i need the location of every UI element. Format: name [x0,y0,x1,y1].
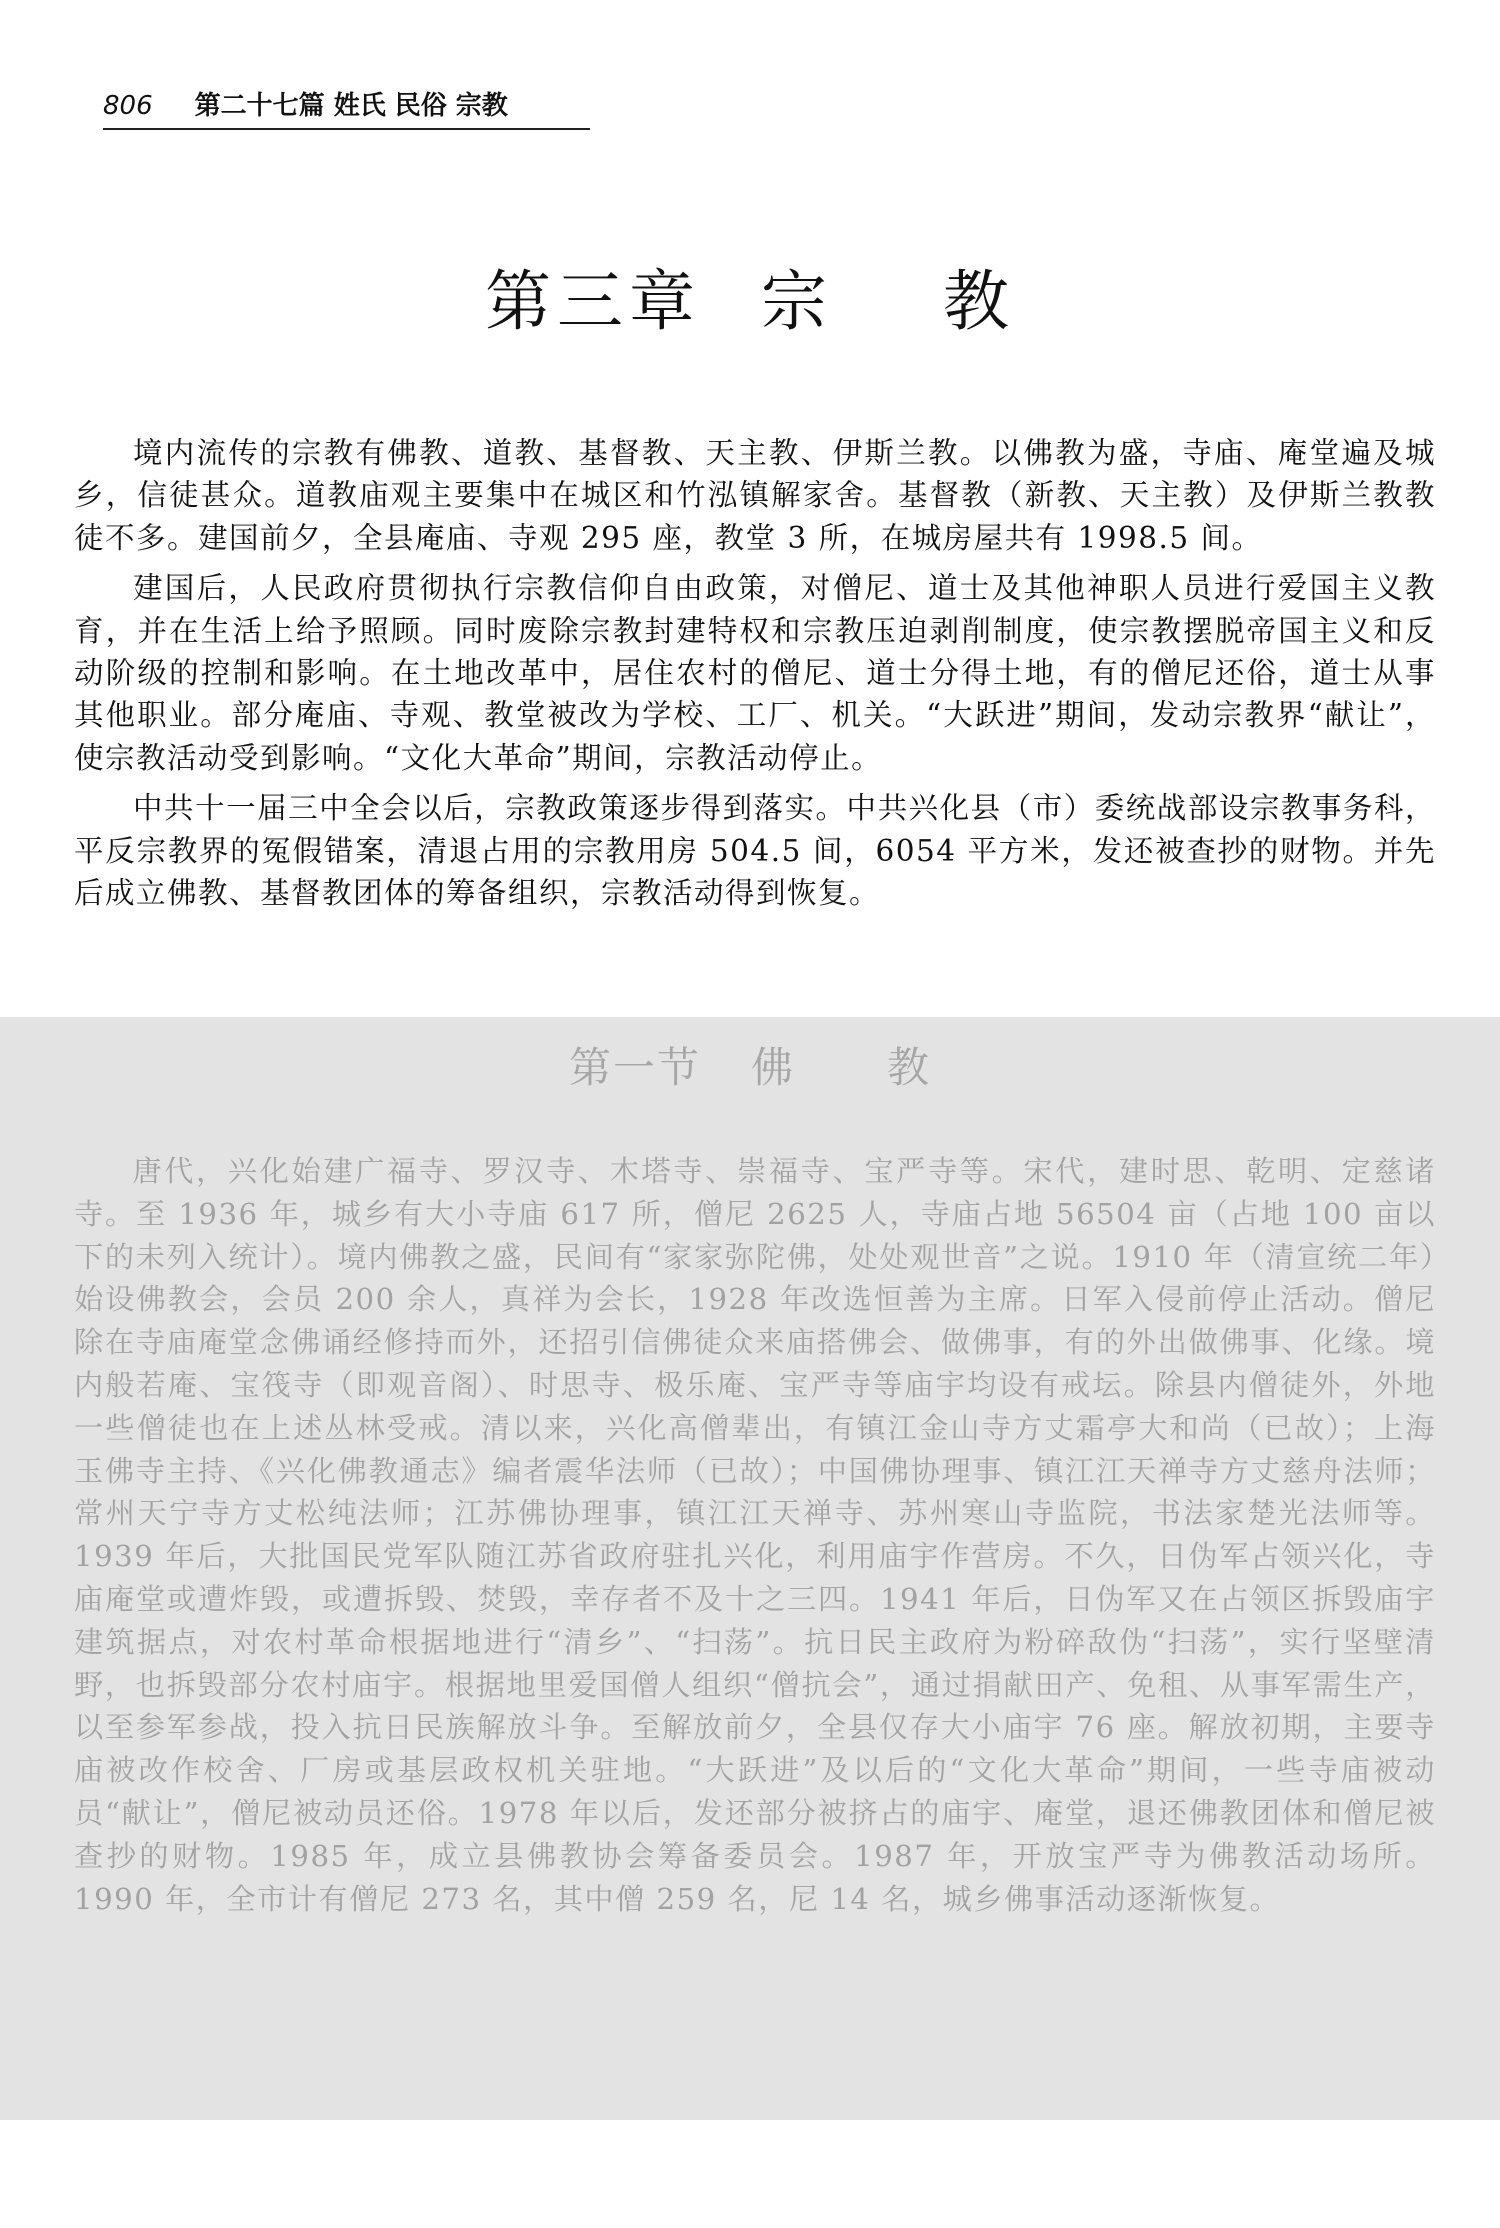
section-number: 第一节 [568,1043,701,1092]
intro-paragraph-1: 境内流传的宗教有佛教、道教、基督教、天主教、伊斯兰教。以佛教为盛，寺庙、庵堂遍及城乡，信徒甚众。道教庙观主要集中在城区和竹泓镇解家舍。基督教（新教、天主教）及伊斯兰教教徒不多。建国前夕，全县庵庙、寺观 295 座，教堂 3 所，在城房屋共有 1998.5 间。 [74,436,1436,555]
section-paragraph: 唐代，兴化始建广福寺、罗汉寺、木塔寺、崇福寺、宝严寺等。宋代，建时思、乾明、定慈诸寺。至 1936 年，城乡有大小寺庙 617 所，僧尼 2625 人，寺庙占地 56504 亩（占地 100 亩以下的未列入统计）。境内佛教之盛，民间有“家家弥陀佛，处处观世音”之说。1910 年（清宣统二年）始设佛教会，会员 200 余人，真祥为会长，1928 年改选恒善为主席。日军入侵前停止活动。僧尼除在寺庙庵堂念佛诵经修持而外，还招引信佛徒众来庙搭佛会、做佛事，有的外出做佛事、化缘。境内般若庵、宝筏寺（即观音阁）、时思寺、极乐庵、宝严寺等庙宇均设有戒坛。除县内僧徒外，外地一些僧徒也在上述丛林受戒。清以来，兴化高僧辈出，有镇江金山寺方丈霜亭大和尚（已故）；上海玉佛寺主持、《兴化佛教通志》编者震华法师（已故）；中国佛协理事、镇江江天禅寺方丈慈舟法师；常州天宁寺方丈松纯法师；江苏佛协理事，镇江江天禅寺、苏州寒山寺监院，书法家楚光法师等。1939 年后，大批国民党军队随江苏省政府驻扎兴化，利用庙宇作营房。不久，日伪军占领兴化，寺庙庵堂或遭炸毁，或遭拆毁、焚毁，幸存者不及十之三四。1941 年后，日伪军又在占领区拆毁庙宇建筑据点，对农村革命根据地进行“清乡”、“扫荡”。抗日民主政府为粉碎敌伪“扫荡”，实行坚壁清野，也拆毁部分农村庙宇。根据地里爱国僧人组织“僧抗会”，通过捐献田产、免租、从事军需生产，以至参军参战，投入抗日民族解放斗争。至解放前夕，全县仅存大小庙宇 76 座。解放初期，主要寺庙被改作校舍、厂房或基层政权机关驻地。“大跃进”及以后的“文化大革命”期间，一些寺庙被动员“献让”，僧尼被动员还俗。1978 年以后，发还部分被挤占的庙宇、庵堂，退还佛教团体和僧尼被查抄的财物。1985 年，成立县佛教协会筹备委员会。1987 年，开放宝严寺为佛教活动场所。1990 年，全市计有僧尼 273 名，其中僧 259 名，尼 14 名，城乡佛事活动逐渐恢复。 [74,1154,1436,1916]
intro-paragraph-3: 中共十一届三中全会以后，宗教政策逐步得到落实。中共兴化县（市）委统战部设宗教事务科，平反宗教界的冤假错案，清退占用的宗教用房 504.5 间，6054 平方米，发还被查抄的财物。并先后成立佛教、基督教团体的筹备组织，宗教活动得到恢复。 [74,791,1436,911]
page-number: 806 [103,91,153,121]
section-title-char-1: 佛 [750,1043,795,1092]
running-header [103,88,590,130]
intro-paragraph-2: 建国后，人民政府贯彻执行宗教信仰自由政策，对僧尼、道士及其他神职人员进行爱国主义教育，并在生活上给予照顾。同时废除宗教封建特权和宗教压迫剥削制度，使宗教摆脱帝国主义和反动阶级的控制和影响。在土地改革中，居住农村的僧尼、道士分得土地，有的僧尼还俗，道士从事其他职业。部分庵庙、寺观、教堂被改为学校、工厂、机关。“大跃进”期间，发动宗教界“献让”，使宗教活动受到影响。“文化大革命”期间，宗教活动停止。 [74,571,1436,775]
chapter-title-char-2: 教 [943,263,1015,340]
section-title-char-2: 教 [887,1043,932,1092]
chapter-title [0,262,1500,342]
chapter-number: 第三章 [485,263,701,340]
chapter-title-char-1: 宗 [761,263,833,340]
chapter-intro [74,432,1436,922]
section-title [0,1038,1500,1098]
section-body [74,1150,1436,1920]
running-section-name: 第二十七篇 姓氏 民俗 宗教 [194,91,508,121]
